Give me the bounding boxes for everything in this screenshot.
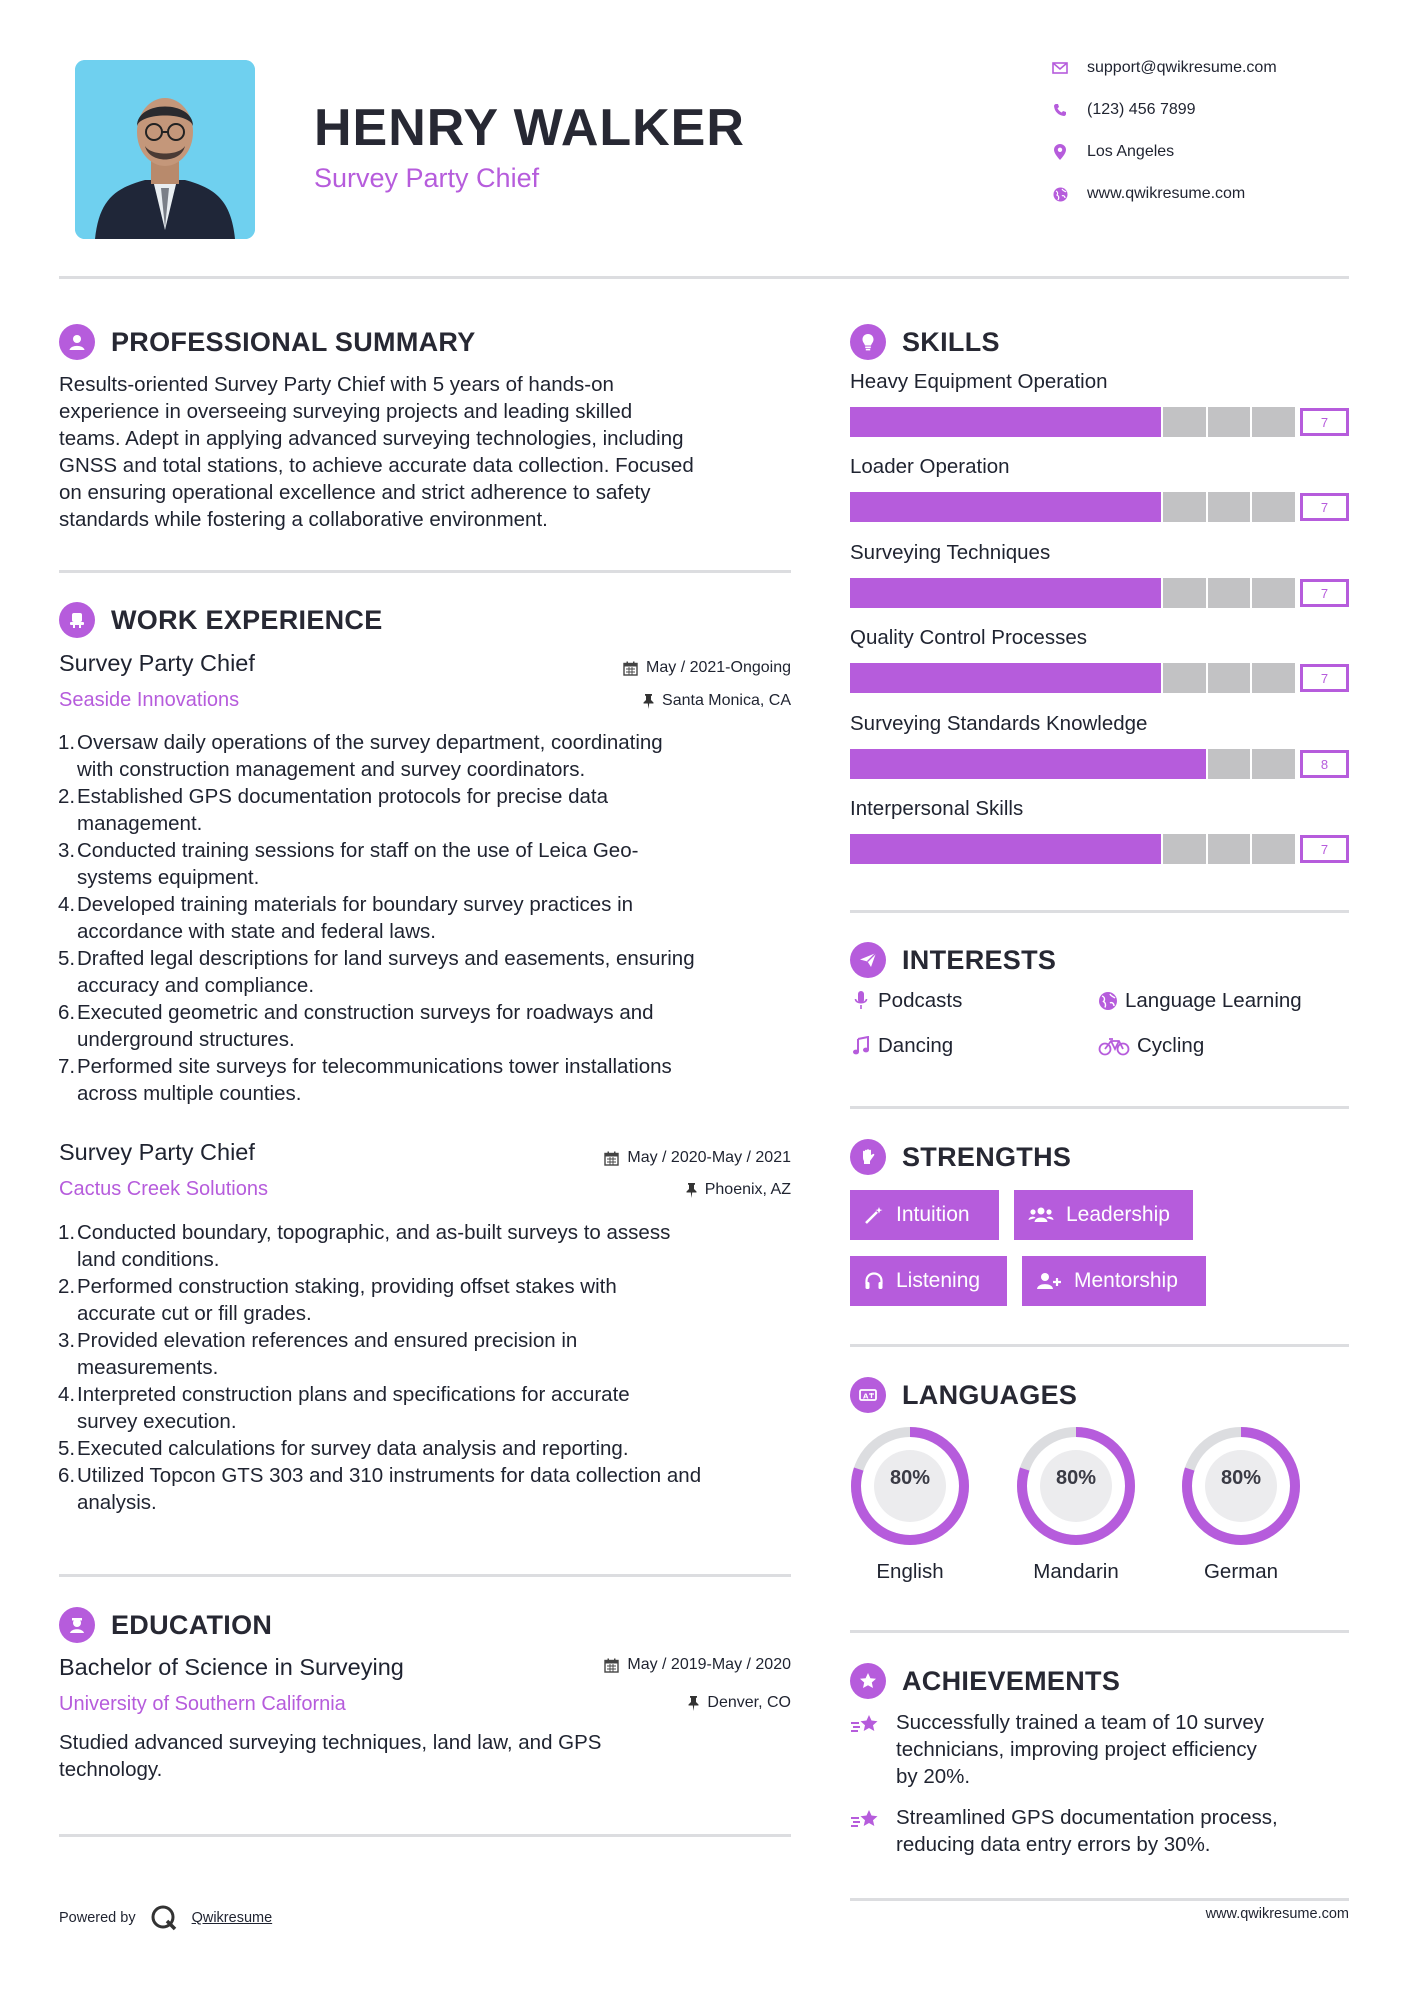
section-divider (59, 1574, 791, 1577)
list-item: 5. Drafted legal descriptions for land surveys and easements, ensuring accuracy and compliance. (58, 947, 695, 997)
job-title: Survey Party Chief (59, 1139, 255, 1165)
interest-item (1097, 989, 1302, 1013)
job-location-text: Phoenix, AZ (704, 1181, 791, 1198)
skill-segment (850, 834, 895, 864)
strengths-heading (850, 1138, 1071, 1176)
achievement-line: Successfully trained a team of 10 survey (896, 1711, 1265, 1734)
map-pin-icon (1050, 142, 1070, 162)
skill-segment (984, 578, 1029, 608)
skill-segment (1163, 749, 1208, 779)
language-item (1015, 1425, 1137, 1584)
language-name: Mandarin (1033, 1560, 1119, 1583)
summary-text (59, 371, 799, 533)
achievement-item (850, 1709, 1349, 1790)
language-name: English (876, 1560, 944, 1583)
pushpin-icon (688, 1696, 699, 1711)
list-item: 4. Developed training materials for boundary survey practices in accordance with state and federal laws. (58, 893, 634, 943)
phone-text: (123) 456 7899 (1087, 101, 1196, 118)
lightbulb-icon (850, 324, 886, 360)
languages-heading (850, 1376, 1077, 1414)
skill-segment (939, 663, 984, 693)
summary-line: GNSS and total stations, to achieve accurate data collection. Focused (59, 454, 694, 477)
magic-wand-icon (864, 1205, 884, 1225)
interest-item (850, 989, 962, 1013)
skill-segment (984, 834, 1029, 864)
language-item (1180, 1425, 1302, 1584)
summary-line: teams. Adept in applying advanced surveying technologies, including (59, 427, 684, 450)
section-divider (850, 1898, 1349, 1901)
shooting-star-icon (850, 1804, 884, 1839)
summary-heading (59, 323, 476, 361)
language-name: German (1203, 1560, 1279, 1583)
skill-level-value: 7 (1300, 493, 1349, 521)
job-location (520, 692, 791, 710)
music-note-icon (850, 1036, 872, 1056)
calendar-icon (604, 1151, 619, 1166)
skill-level-value: 7 (1300, 664, 1349, 692)
skill-segment (1073, 492, 1118, 522)
job-duties-list (59, 1219, 799, 1516)
job-date (520, 659, 791, 677)
skill-segment (1163, 492, 1208, 522)
summary-line: standards while fostering a collaborative environment. (59, 508, 548, 531)
interest-label: Podcasts (878, 989, 963, 1012)
qwikresume-link[interactable]: Qwikresume (191, 1910, 273, 1926)
skill-segment (984, 492, 1029, 522)
education-date (520, 1656, 791, 1674)
contact-location (1050, 140, 1174, 164)
calendar-icon (623, 661, 638, 676)
job-location (520, 1181, 791, 1199)
achievement-line: by 20%. (896, 1765, 971, 1788)
summary-line: Results-oriented Survey Party Chief with 5 years of hands-on (59, 373, 614, 396)
skill-segment (1118, 749, 1163, 779)
school-name: University of Southern California (59, 1693, 346, 1715)
skill-segment (1118, 663, 1163, 693)
skill-segment (1252, 749, 1297, 779)
user-plus-icon (1036, 1271, 1062, 1291)
skill-segment (984, 663, 1029, 693)
skill-name: Surveying Techniques (850, 541, 1051, 564)
job-date-text: May / 2020-May / 2021 (627, 1149, 791, 1166)
list-item: 2. Established GPS documentation protocols for precise data management. (58, 785, 609, 835)
language-percent: 80% (1220, 1467, 1262, 1489)
skill-segment (1073, 663, 1118, 693)
skill-segment (1029, 834, 1074, 864)
skill-segment (1029, 407, 1074, 437)
skill-segment (1163, 407, 1208, 437)
email-text: support@qwikresume.com (1087, 59, 1277, 76)
skill-name: Heavy Equipment Operation (850, 370, 1108, 393)
headphones-icon (864, 1271, 884, 1291)
contact-phone[interactable] (1050, 98, 1196, 122)
summary-title: PROFESSIONAL SUMMARY (111, 326, 476, 357)
skill-segment (895, 407, 940, 437)
skill-level-value: 8 (1300, 750, 1349, 778)
skill-segment (984, 749, 1029, 779)
powered-by-label: Powered by (59, 1910, 136, 1926)
globe-icon (1050, 184, 1070, 204)
qwikresume-logo-icon (150, 1904, 178, 1932)
list-item: 1. Conducted boundary, topographic, and as-built surveys to assess land conditions. (58, 1221, 671, 1271)
strength-label: Listening (896, 1269, 981, 1292)
skill-segment (1029, 663, 1074, 693)
skill-segment (1163, 663, 1208, 693)
list-item: 4. Interpreted construction plans and specifications for accurate survey execution. (58, 1383, 630, 1433)
strength-chip (1014, 1190, 1193, 1240)
envelope-icon (1050, 58, 1070, 78)
phone-icon (1050, 100, 1070, 120)
skill-segment (1118, 578, 1163, 608)
list-item: 5. Executed calculations for survey data analysis and reporting. (58, 1437, 629, 1460)
section-divider (59, 1834, 791, 1837)
skill-segment (1073, 749, 1118, 779)
skill-segment (939, 407, 984, 437)
experience-heading (59, 601, 383, 639)
skill-segment (1118, 834, 1163, 864)
achievements-heading (850, 1662, 1120, 1700)
fist-icon (850, 1139, 886, 1175)
skills-heading (850, 323, 1000, 361)
skill-segment (895, 749, 940, 779)
experience-title: WORK EXPERIENCE (111, 604, 383, 635)
skill-bar (850, 749, 1349, 781)
skill-bar (850, 578, 1349, 610)
list-item: 6. Utilized Topcon GTS 303 and 310 instruments for data collection and analysis. (58, 1464, 702, 1514)
interests-heading (850, 941, 1056, 979)
paper-plane-icon (850, 942, 886, 978)
skill-segment (850, 492, 895, 522)
skill-level-value: 7 (1300, 579, 1349, 607)
skill-bar (850, 492, 1349, 524)
skill-segment (1208, 578, 1253, 608)
list-item: 2. Performed construction staking, providing offset stakes with accurate cut or fill grades. (58, 1275, 617, 1325)
skill-segment (1252, 492, 1297, 522)
strengths-title: STRENGTHS (902, 1141, 1072, 1172)
achievement-line: reducing data entry errors by 30%. (896, 1833, 1211, 1856)
strength-label: Leadership (1066, 1203, 1170, 1226)
skill-segment (1029, 492, 1074, 522)
education-location-text: Denver, CO (707, 1694, 791, 1711)
strength-chip (850, 1256, 1007, 1306)
education-description: Studied advanced surveying techniques, land law, and GPS technology. (59, 1731, 602, 1781)
strength-label: Mentorship (1074, 1269, 1178, 1292)
achievement-line: Streamlined GPS documentation process, (896, 1806, 1278, 1829)
strength-label: Intuition (896, 1203, 970, 1226)
skill-segment (1208, 407, 1253, 437)
skill-segment (1208, 663, 1253, 693)
section-divider (59, 570, 791, 573)
education-location (520, 1694, 791, 1712)
skill-segment (1118, 407, 1163, 437)
skill-segment (850, 663, 895, 693)
header-divider (59, 276, 1349, 279)
person-portrait-icon (75, 60, 255, 239)
strength-chip (850, 1190, 999, 1240)
list-item: 3. Conducted training sessions for staff on the use of Leica Geo- systems equipment. (58, 839, 639, 889)
skills-title: SKILLS (902, 326, 1000, 357)
graduation-icon (59, 1607, 95, 1643)
language-percent: 80% (889, 1467, 931, 1489)
skill-segment (1208, 749, 1253, 779)
education-title: EDUCATION (111, 1609, 273, 1640)
skill-segment (1073, 834, 1118, 864)
section-divider (850, 1106, 1349, 1109)
skill-segment (1252, 407, 1297, 437)
skill-segment (850, 578, 895, 608)
skill-segment (1208, 834, 1253, 864)
skill-segment (895, 663, 940, 693)
skill-segment (939, 578, 984, 608)
skill-segment (939, 834, 984, 864)
job-date (520, 1149, 791, 1167)
skill-segment (1208, 492, 1253, 522)
list-item: 1. Oversaw daily operations of the survey department, coordinating with construction management and survey coordinators. (58, 731, 663, 781)
education-date-text: May / 2019-May / 2020 (627, 1656, 791, 1673)
list-item: 6. Executed geometric and construction surveys for roadways and underground structures. (58, 1001, 654, 1051)
achievement-item (850, 1804, 1349, 1858)
users-icon (1028, 1205, 1054, 1225)
job-date-text: May / 2021-Ongoing (646, 659, 791, 676)
job-title: Survey Party Chief (59, 650, 255, 676)
skill-bar (850, 407, 1349, 439)
section-divider (850, 1630, 1349, 1633)
skill-level-value: 7 (1300, 408, 1349, 436)
language-percent: 80% (1055, 1467, 1097, 1489)
pushpin-icon (643, 694, 654, 709)
candidate-name: HENRY WALKER (314, 99, 745, 157)
pushpin-icon (686, 1183, 697, 1198)
calendar-icon (604, 1658, 619, 1673)
website-text: www.qwikresume.com (1087, 185, 1246, 202)
skill-bar (850, 663, 1349, 695)
achievements-title: ACHIEVEMENTS (902, 1665, 1121, 1696)
skill-segment (939, 749, 984, 779)
shooting-star-icon (850, 1709, 884, 1744)
interest-item (850, 1034, 953, 1058)
languages-title: LANGUAGES (902, 1379, 1078, 1410)
section-divider (850, 910, 1349, 913)
location-text: Los Angeles (1087, 143, 1175, 160)
skill-segment (895, 834, 940, 864)
skill-segment (1252, 834, 1297, 864)
summary-line: experience in overseeing surveying projects and leading skilled (59, 400, 633, 423)
skill-segment (850, 749, 895, 779)
skill-segment (939, 492, 984, 522)
svg-text:A: A (863, 1392, 869, 1401)
interests-title: INTERESTS (902, 944, 1057, 975)
job-company: Seaside Innovations (59, 689, 240, 711)
contact-website[interactable] (1050, 182, 1245, 206)
skill-segment (1118, 492, 1163, 522)
star-badge-icon (850, 1663, 886, 1699)
skill-bar (850, 834, 1349, 866)
list-item: 7. Performed site surveys for telecommunications tower installations across multiple counties. (58, 1055, 672, 1105)
section-divider (850, 1344, 1349, 1347)
summary-line: on ensuring operational excellence and strict adherence to safety (59, 481, 651, 504)
skill-name: Surveying Standards Knowledge (850, 712, 1148, 735)
candidate-title: Survey Party Chief (314, 163, 540, 193)
profile-photo (75, 60, 255, 239)
skill-segment (1029, 749, 1074, 779)
skill-segment (850, 407, 895, 437)
skill-segment (1073, 578, 1118, 608)
skill-segment (984, 407, 1029, 437)
language-icon (850, 1377, 886, 1413)
skill-name: Interpersonal Skills (850, 797, 1024, 820)
skill-segment (1029, 578, 1074, 608)
skill-segment (895, 492, 940, 522)
job-location-text: Santa Monica, CA (662, 692, 791, 709)
degree-title: Bachelor of Science in Surveying (59, 1654, 404, 1680)
strength-chip (1022, 1256, 1206, 1306)
list-item: 3. Provided elevation references and ensured precision in measurements. (58, 1329, 578, 1379)
achievement-line: technicians, improving project efficiency (896, 1738, 1257, 1761)
skill-segment (1252, 663, 1297, 693)
interest-item (1097, 1034, 1204, 1058)
skill-segment (1252, 578, 1297, 608)
powered-by (59, 1904, 272, 1932)
interest-label: Cycling (1137, 1034, 1205, 1057)
interest-label: Dancing (878, 1034, 954, 1057)
skill-name: Quality Control Processes (850, 626, 1087, 649)
microphone-icon (850, 990, 872, 1012)
skill-name: Loader Operation (850, 455, 1010, 478)
education-heading (59, 1606, 272, 1644)
bicycle-icon (1097, 1036, 1131, 1056)
footer-website[interactable]: www.qwikresume.com (1205, 1906, 1349, 1922)
skill-level-value: 7 (1300, 835, 1349, 863)
user-icon (59, 324, 95, 360)
contact-email[interactable] (1050, 56, 1277, 80)
skill-segment (1163, 834, 1208, 864)
job-company: Cactus Creek Solutions (59, 1178, 268, 1200)
briefcase-icon (59, 602, 95, 638)
interest-label: Language Learning (1125, 989, 1302, 1012)
language-item (849, 1425, 971, 1584)
skill-segment (1163, 578, 1208, 608)
globe-icon (1097, 991, 1119, 1011)
skill-segment (1073, 407, 1118, 437)
skill-segment (895, 578, 940, 608)
job-duties-list (59, 729, 799, 1107)
